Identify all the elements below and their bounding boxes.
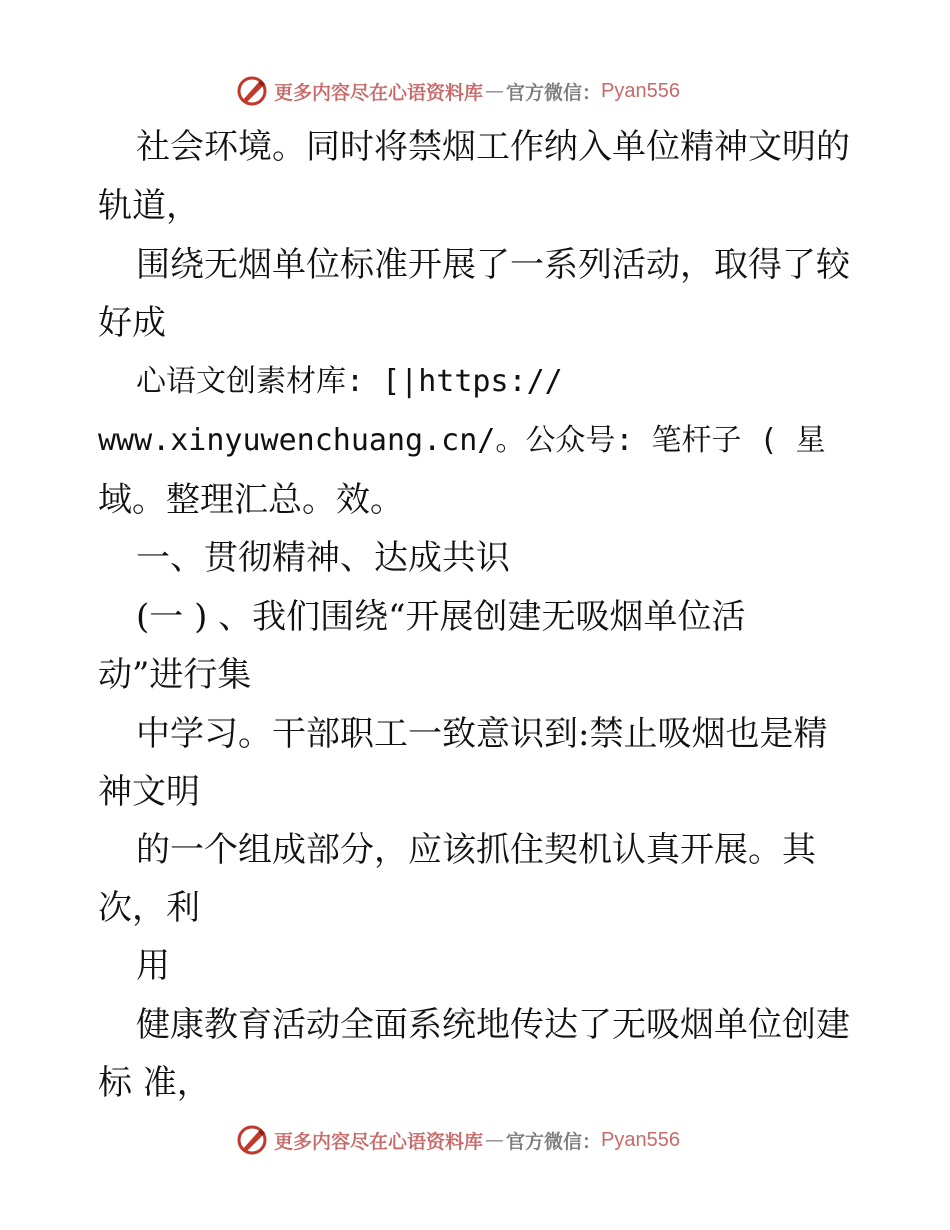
text-line: 好成 <box>98 303 166 343</box>
watermark-official-label: 官方微信： <box>506 81 602 104</box>
section-heading: 一、贯彻精神、达成共识 <box>136 538 510 578</box>
text-line: 标 准， <box>98 1063 211 1103</box>
pen-logo-icon <box>236 75 268 107</box>
text-line: 中学习。干部职工一致意识到:禁止吸烟也是精 <box>136 714 828 754</box>
watermark-separator: — <box>485 1129 505 1151</box>
text-line: 围绕无烟单位标准开展了一系列活动，取得了较 <box>136 245 850 285</box>
text-line: 用 <box>136 946 170 986</box>
text-line: 神文明 <box>98 772 200 812</box>
text-line: 轨道， <box>98 186 200 226</box>
header-watermark <box>236 74 680 108</box>
text-line: 社会环境。同时将禁烟工作纳入单位精神文明的 <box>136 127 850 167</box>
watermark-wechat-id: Pyan556 <box>601 1128 680 1151</box>
text-line: 的一个组成部分，应该抓住契机认真开展。其 <box>136 830 816 870</box>
text-line: 健康教育活动全面系统地传达了无吸烟单位创建 <box>136 1005 850 1045</box>
text-line: 动”进行集 <box>98 655 252 695</box>
watermark-wechat-id: Pyan556 <box>601 79 680 102</box>
watermark-separator: — <box>485 80 505 102</box>
watermark-brand: 更多内容尽在心语资料库 <box>274 81 484 104</box>
watermark-official-label: 官方微信： <box>506 1130 602 1153</box>
text-line: (一 ) 、我们围绕“开展创建无吸烟单位活 <box>136 597 746 637</box>
pen-logo-icon <box>236 1124 268 1156</box>
text-line: 域。整理汇总。效。 <box>98 480 404 520</box>
text-line: 次，利 <box>98 888 200 928</box>
footer-watermark <box>236 1123 680 1157</box>
text-line: 心语文创素材库: [|https:// <box>136 364 563 399</box>
text-line: www.xinyuwenchuang.cn/。公众号: 笔杆子 ( 星 <box>98 423 826 458</box>
watermark-brand: 更多内容尽在心语资料库 <box>274 1130 484 1153</box>
